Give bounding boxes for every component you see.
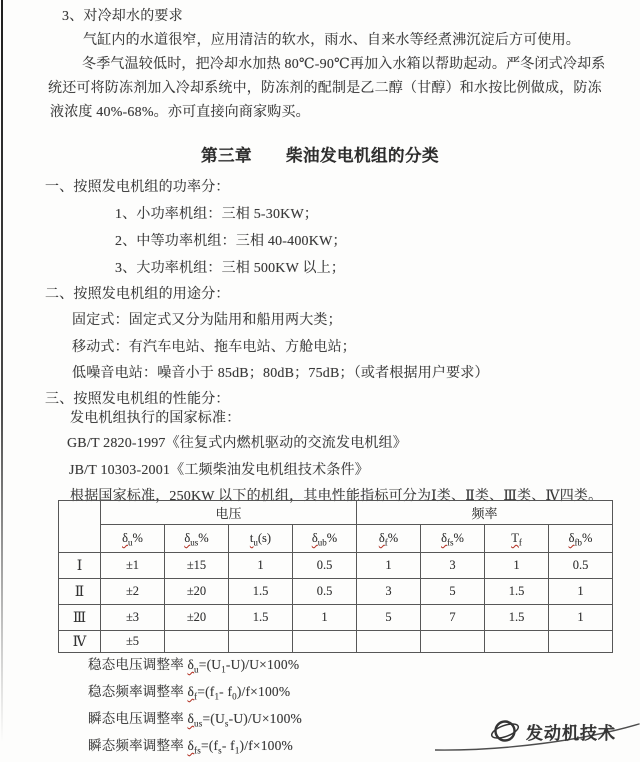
table-cell: 1.5 xyxy=(229,579,293,605)
table-cell xyxy=(549,631,613,653)
table-cell: 1.5 xyxy=(485,605,549,631)
table-group-header-row xyxy=(59,501,613,525)
chapter-title: 第三章 柴油发电机组的分类 xyxy=(201,146,439,165)
paragraph-line: 液浓度 40%-68%。亦可直接向商家购买。 xyxy=(50,105,310,120)
table-column-header-row xyxy=(59,525,613,553)
col-header: $\delta_u\%$ xyxy=(101,525,165,553)
table-cell: 1 xyxy=(485,553,549,579)
formula-transient-frequency: 瞬态频率调整率 $\delta_{fs}=(f_s-$ $f_1)/f\times 100\%$ xyxy=(88,738,293,756)
standard-reference: GB/T 2820-1997《往复式内燃机驱动的交流发电机组》 xyxy=(67,436,407,451)
paragraph-line: 气缸内的水道很窄，应用清洁的软水，雨水、自来水等经煮沸沉淀后方可使用。 xyxy=(83,33,580,48)
table-row xyxy=(59,605,613,631)
cooling-water-heading: 3、对冷却水的要求 xyxy=(62,9,183,24)
col-header: $\delta_{us}\%$ xyxy=(165,525,229,553)
logo-text: 发动机技术 xyxy=(526,723,616,743)
spec-table-head-rows xyxy=(59,501,613,553)
list-item: 发电机组执行的国家标准： xyxy=(70,411,241,426)
row-label: Ⅱ xyxy=(59,579,101,605)
col-header: $\delta_{fs}\%$ xyxy=(421,525,485,553)
list-item: 固定式：固定式又分为陆用和船用两大类； xyxy=(72,313,342,328)
col-header: $\delta_f\%$ xyxy=(357,525,421,553)
table-row xyxy=(59,631,613,653)
row-label: Ⅰ xyxy=(59,553,101,579)
spec-table xyxy=(58,500,613,653)
table-cell xyxy=(485,631,549,653)
list-item: 低噪音电站：噪音小于 85dB；80dB；75dB；（或者根据用户要求） xyxy=(72,366,489,381)
table-row xyxy=(59,579,613,605)
col-header: $\delta_{ub}\%$ xyxy=(293,525,357,553)
table-cell: ±3 xyxy=(101,605,165,631)
table-cell: ±2 xyxy=(101,579,165,605)
formula-steady-voltage: 稳态电压调整率 $\delta_u=(U_1-U)/U\times 100\%$ xyxy=(88,657,300,675)
list-item: 2、中等功率机组：三相 40-400KW； xyxy=(115,234,347,249)
paragraph-line: 根据国家标准，250KW 以下的机组，其电性能指标可分为Ⅰ类、Ⅱ类、Ⅲ类、Ⅳ四类。 xyxy=(70,489,603,504)
list-item: 1、小功率机组：三相 5-30KW； xyxy=(115,207,319,222)
table-cell: 1 xyxy=(357,553,421,579)
watermark-logo xyxy=(490,716,616,746)
standard-reference: JB/T 10303-2001《工频柴油发电机组技术条件》 xyxy=(69,463,369,478)
table-cell: 0.5 xyxy=(293,553,357,579)
table-cell: 1.5 xyxy=(229,605,293,631)
col-header: $t_u(s)$ xyxy=(229,525,293,553)
row-label: Ⅲ xyxy=(59,605,101,631)
table-cell: 1 xyxy=(549,605,613,631)
table-cell: 1 xyxy=(229,553,293,579)
table-cell: 7 xyxy=(421,605,485,631)
table-cell: ±20 xyxy=(165,605,229,631)
table-cell xyxy=(165,631,229,653)
table-cell: ±20 xyxy=(165,579,229,605)
section-heading-performance: 三、按照发电机组的性能分： xyxy=(45,392,230,407)
table-cell: 3 xyxy=(421,553,485,579)
list-item: 移动式：有汽车电站、拖车电站、方舱电站； xyxy=(72,340,356,355)
table-cell xyxy=(421,631,485,653)
table-cell: 5 xyxy=(421,579,485,605)
corner-cell xyxy=(59,501,101,553)
table-cell xyxy=(357,631,421,653)
table-cell xyxy=(229,631,293,653)
table-cell: ±1 xyxy=(101,553,165,579)
engine-swoosh-icon xyxy=(490,716,520,746)
formula-transient-voltage: 瞬态电压调整率 $\delta_{us}=(U_s-U)/U\times 100\%$ xyxy=(88,711,302,729)
col-header: $\delta_{fb}\%$ xyxy=(549,525,613,553)
section-heading-usage: 二、按照发电机组的用途分： xyxy=(45,287,230,302)
table-cell: 1 xyxy=(293,605,357,631)
spec-table-body xyxy=(59,553,613,653)
paragraph-line: 统还可将防冻剂加入冷却系统中，防冻剂的配制是乙二醇（甘醇）和水按比例做成，防冻 xyxy=(48,81,602,96)
group-header-frequency: 频率 xyxy=(357,501,613,525)
table-cell: 1 xyxy=(549,579,613,605)
table-cell: 3 xyxy=(357,579,421,605)
paragraph-line: 冬季气温较低时，把冷却水加热 80℃-90℃再加入水箱以帮助起动。严冬闭式冷却系 xyxy=(82,57,606,72)
section-heading-power: 一、按照发电机组的功率分： xyxy=(45,180,230,195)
table-cell: 5 xyxy=(357,605,421,631)
table-cell: 1.5 xyxy=(485,579,549,605)
formula-steady-frequency: 稳态频率调整率 $\delta_f=(f_1-$ $f_0)/f\times 100\%$ xyxy=(88,684,291,702)
table-row xyxy=(59,553,613,579)
table-cell: 0.5 xyxy=(293,579,357,605)
scan-edge-artifact xyxy=(1,0,3,742)
row-label: Ⅳ xyxy=(59,631,101,653)
list-item: 3、大功率机组：三相 500KW 以上； xyxy=(115,261,346,276)
table-cell: 0.5 xyxy=(549,553,613,579)
table-cell: ±5 xyxy=(101,631,165,653)
col-header: $T_f$ xyxy=(485,525,549,553)
table-cell xyxy=(293,631,357,653)
group-header-voltage: 电压 xyxy=(101,501,357,525)
table-cell: ±15 xyxy=(165,553,229,579)
